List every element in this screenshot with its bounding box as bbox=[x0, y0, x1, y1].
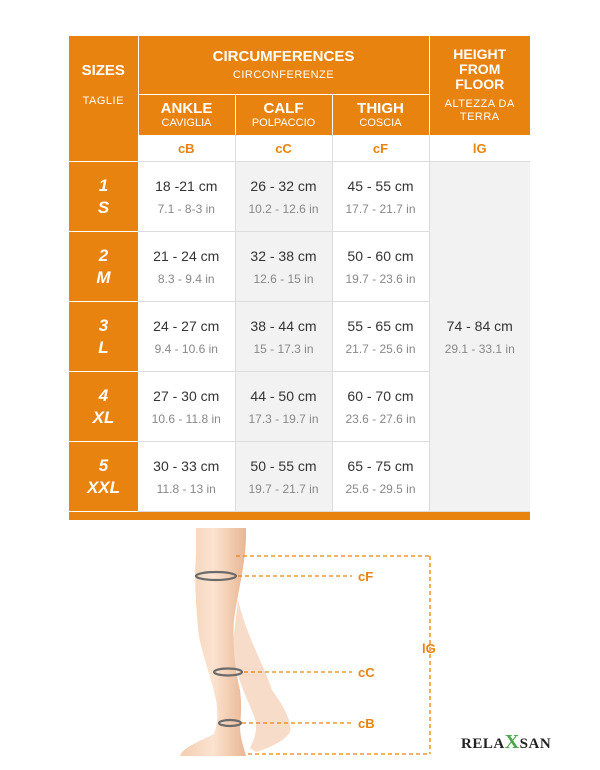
size-letter: M bbox=[96, 267, 111, 287]
code-cF: cF bbox=[332, 135, 429, 162]
ankle-in: 7.1 - 8-3 in bbox=[157, 201, 215, 216]
sizes-label: SIZES bbox=[81, 62, 125, 79]
relaxsan-logo bbox=[461, 731, 551, 754]
size-number: 5 bbox=[98, 455, 109, 475]
calf-cm: 44 - 50 cm bbox=[250, 387, 317, 404]
size-number: 3 bbox=[98, 315, 109, 335]
size-letter: L bbox=[98, 337, 109, 357]
cB-label: cB bbox=[358, 716, 375, 731]
ankle-label: ANKLE bbox=[160, 99, 213, 117]
code-cB: cB bbox=[138, 135, 235, 162]
calf-in: 15 - 17.3 in bbox=[253, 341, 314, 356]
thigh-cm: 45 - 55 cm bbox=[347, 177, 414, 194]
size-letter: XL bbox=[92, 407, 115, 427]
taglie-label: TAGLIE bbox=[82, 95, 124, 107]
altezza-label-2: TERRA bbox=[459, 111, 500, 123]
size-number: 1 bbox=[98, 175, 109, 195]
size-number: 2 bbox=[98, 245, 109, 265]
thigh-cm: 50 - 60 cm bbox=[347, 247, 414, 264]
calf-cm: 50 - 55 cm bbox=[250, 457, 317, 474]
logo-x-mark: X bbox=[504, 731, 520, 753]
calf-in: 19.7 - 21.7 in bbox=[248, 481, 319, 496]
size-letter: S bbox=[97, 197, 110, 217]
thigh-in: 17.7 - 21.7 in bbox=[345, 201, 416, 216]
thigh-label: THIGH bbox=[357, 99, 404, 117]
height-label-2: FROM bbox=[459, 61, 501, 77]
thigh-cm: 65 - 75 cm bbox=[347, 457, 414, 474]
coscia-label: COSCIA bbox=[359, 116, 402, 129]
back-leg-shape bbox=[232, 600, 290, 752]
code-lG: lG bbox=[429, 135, 530, 162]
calf-label: CALF bbox=[263, 99, 304, 117]
ankle-cm: 24 - 27 cm bbox=[153, 317, 220, 334]
size-number: 4 bbox=[98, 385, 109, 405]
ankle-cm: 30 - 33 cm bbox=[153, 457, 220, 474]
calf-in: 17.3 - 19.7 in bbox=[248, 411, 319, 426]
thigh-in: 25.6 - 29.5 in bbox=[345, 481, 416, 496]
ankle-in: 8.3 - 9.4 in bbox=[157, 271, 215, 286]
circumferences-label: CIRCUMFERENCES bbox=[212, 47, 355, 65]
thigh-cm: 55 - 65 cm bbox=[347, 317, 414, 334]
thigh-in: 21.7 - 25.6 in bbox=[345, 341, 416, 356]
ankle-cm: 21 - 24 cm bbox=[153, 247, 220, 264]
height-label-1: HEIGHT bbox=[453, 46, 507, 62]
altezza-label-1: ALTEZZA DA bbox=[444, 98, 515, 110]
thigh-in: 19.7 - 23.6 in bbox=[345, 271, 416, 286]
code-cC: cC bbox=[235, 135, 332, 162]
calf-cm: 38 - 44 cm bbox=[250, 317, 317, 334]
polpaccio-label: POLPACCIO bbox=[251, 116, 316, 129]
thigh-cm: 60 - 70 cm bbox=[347, 387, 414, 404]
logo-text-right: SAN bbox=[519, 736, 552, 752]
ankle-in: 11.8 - 13 in bbox=[156, 481, 216, 496]
circonferenze-label: CIRCONFERENZE bbox=[232, 68, 335, 81]
floor-cm: 74 - 84 cm bbox=[446, 317, 513, 334]
caviglia-label: CAVIGLIA bbox=[161, 116, 212, 129]
calf-cm: 32 - 38 cm bbox=[250, 247, 317, 264]
calf-in: 12.6 - 15 in bbox=[253, 271, 314, 286]
calf-cm: 26 - 32 cm bbox=[250, 177, 317, 194]
size-letter: XXL bbox=[86, 477, 121, 497]
ankle-cm: 18 -21 cm bbox=[155, 177, 218, 194]
cC-label: cC bbox=[358, 665, 375, 680]
lG-label: lG bbox=[422, 641, 436, 656]
thigh-in: 23.6 - 27.6 in bbox=[345, 411, 416, 426]
ankle-in: 10.6 - 11.8 in bbox=[151, 411, 221, 426]
floor-in: 29.1 - 33.1 in bbox=[444, 341, 515, 356]
cF-label: cF bbox=[358, 569, 374, 584]
calf-in: 10.2 - 12.6 in bbox=[248, 201, 319, 216]
ankle-in: 9.4 - 10.6 in bbox=[154, 341, 218, 356]
logo-text-left: RELA bbox=[461, 736, 505, 752]
ankle-cm: 27 - 30 cm bbox=[153, 387, 220, 404]
height-label-3: FLOOR bbox=[455, 76, 505, 92]
